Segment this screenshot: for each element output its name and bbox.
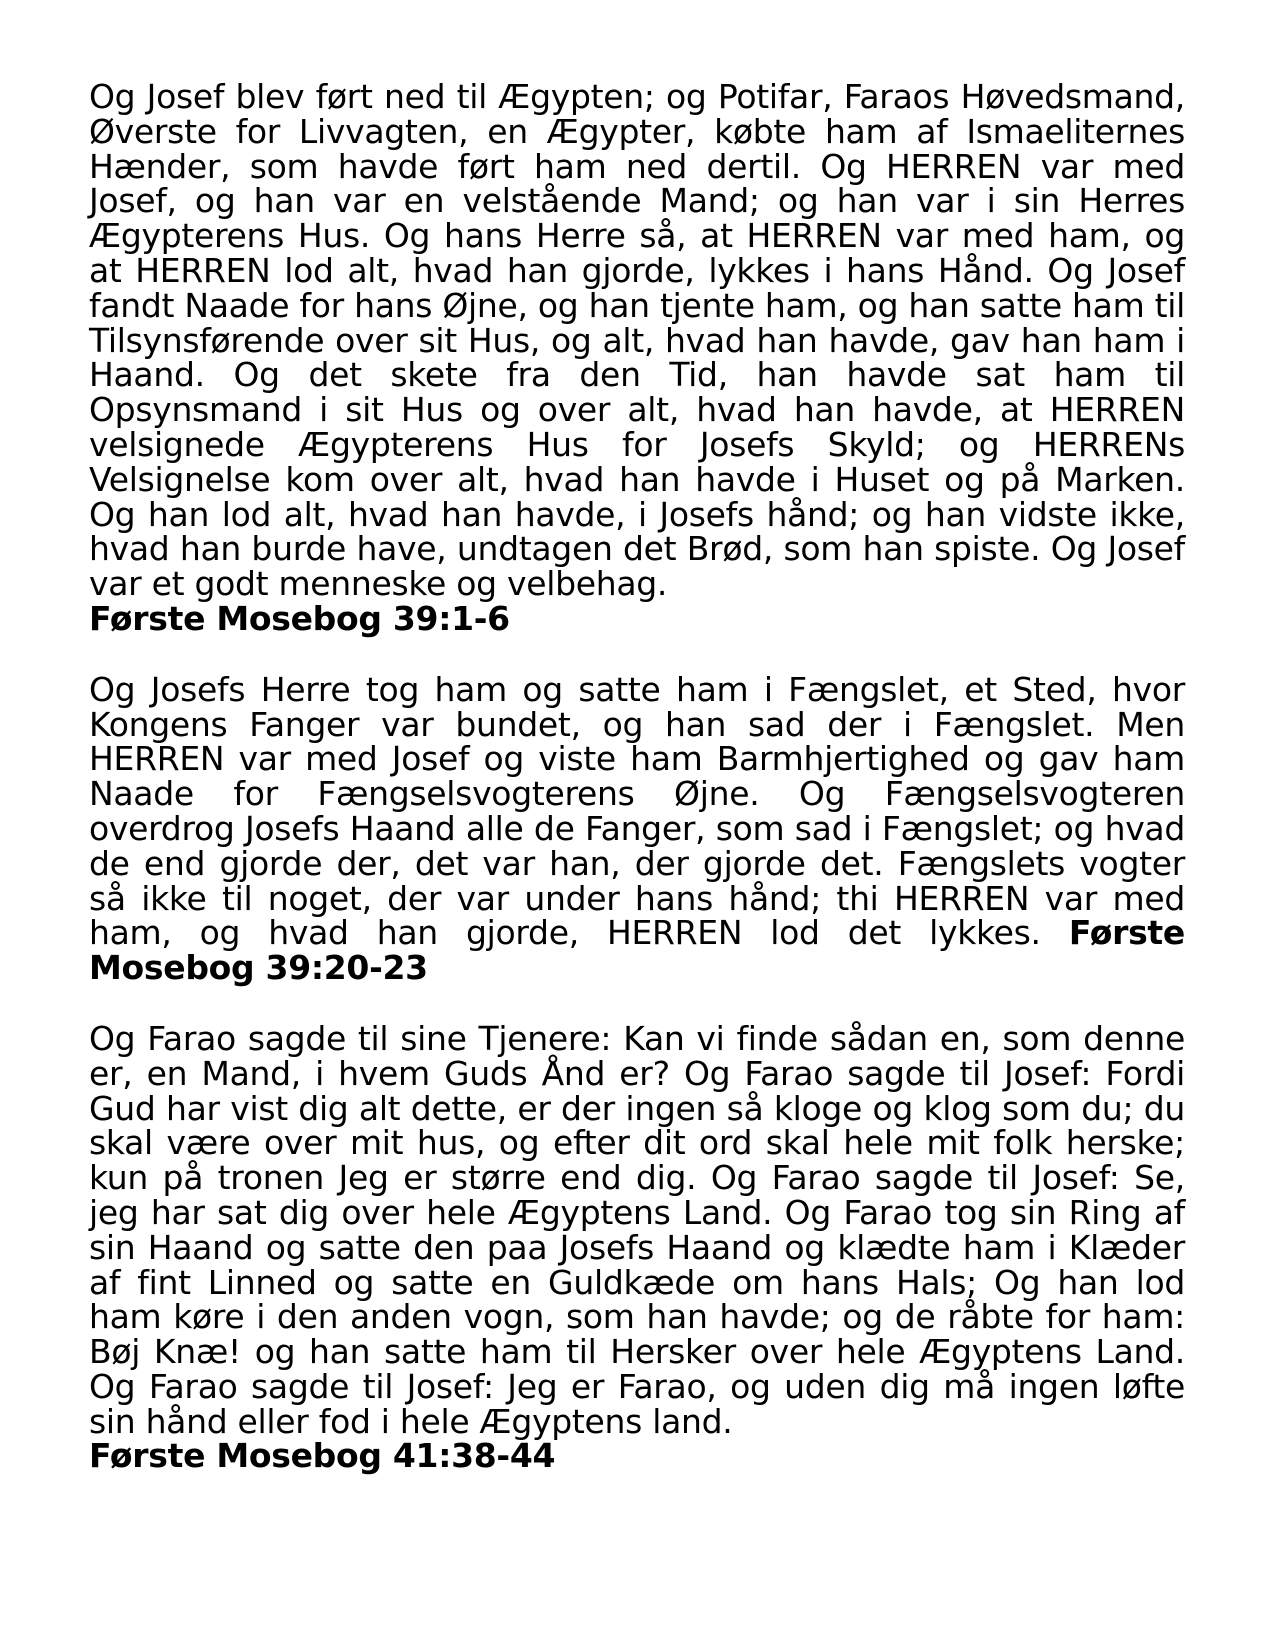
document-page [89,77,1185,1510]
passage-text: Og Josefs Herre tog ham og satte ham i Fængslet, et Sted, hvor Kongens Fanger var bundet, og han sad der i Fængslet. Men HERREN var med Josef og viste ham Barmhjertighed og gav ham Naade for Fængselsvogterens Øjne. Og Fængselsvogteren overdrog Josefs Haand alle de Fanger, som sad i Fængslet; og hvad de end gjorde der, det var han, der gjorde det. Fængslets vogter så ikke til noget, der var under hans hånd; thi HERREN var med ham, og hvad han gjorde, HERREN lod det lykkes. [89,669,1185,953]
passage-reference: Første Mosebog 39:20-23 [89,913,1185,988]
passage-text: Og Josef blev ført ned til Ægypten; og Potifar, Faraos Høvedsmand, Øverste for Livvagten, en Ægypter, købte ham af Ismaeliternes Hænder, som havde ført ham ned dertil. Og HERREN var med Josef, og han var en velstående Mand; og han var i sin Herres Ægypterens Hus. Og hans Herre så, at HERREN var med ham, og at HERREN lod alt, hvad han gjorde, lykkes i hans Hånd. Og Josef fandt Naade for hans Øjne, og han tjente ham, og han satte ham til Tilsynsførende over sit Hus, og alt, hvad han havde, gav han ham i Haand. Og det skete fra den Tid, han havde sat ham til Opsynsmand i sit Hus og over alt, hvad han havde, at HERREN velsignede Ægypterens Hus for Josefs Skyld; og HERRENs Velsignelse kom over alt, hvad han havde i Huset og på Marken. Og han lod alt, hvad han havde, i Josefs hånd; og han vidste ikke, hvad han burde have, undtagen det Brød, som han spiste. Og Josef var et godt menneske og velbehag. [89,77,1185,604]
passage-text: Og Farao sagde til sine Tjenere: Kan vi finde sådan en, som denne er, en Mand, i hvem Guds Ånd er? Og Farao sagde til Josef: Fordi Gud har vist dig alt dette, er der ingen så kloge og klog som du; du skal være over mit hus, og efter dit ord skal hele mit folk herske; kun på tronen Jeg er større end dig. Og Farao sagde til Josef: Se, jeg har sat dig over hele Ægyptens Land. Og Farao tog sin Ring af sin Haand og satte den paa Josefs Haand og klædte ham i Klæder af fint Linned og satte en Guldkæde om hans Hals; Og han lod ham køre i den anden vogn, som han havde; og de råbte for ham: Bøj Knæ! og han satte ham til Hersker over hele Ægyptens Land. Og Farao sagde til Josef: Jeg er Farao, og uden dig må ingen løfte sin hånd eller fod i hele Ægyptens land. [89,1018,1185,1441]
passage-reference: Første Mosebog 39:1-6 [89,598,510,638]
passage-genesis-41-38-44 [89,1018,1185,1476]
passage-genesis-39-20-23 [89,669,1185,988]
passage-reference: Første Mosebog 41:38-44 [89,1436,556,1476]
passage-genesis-39-1-6 [89,77,1185,638]
